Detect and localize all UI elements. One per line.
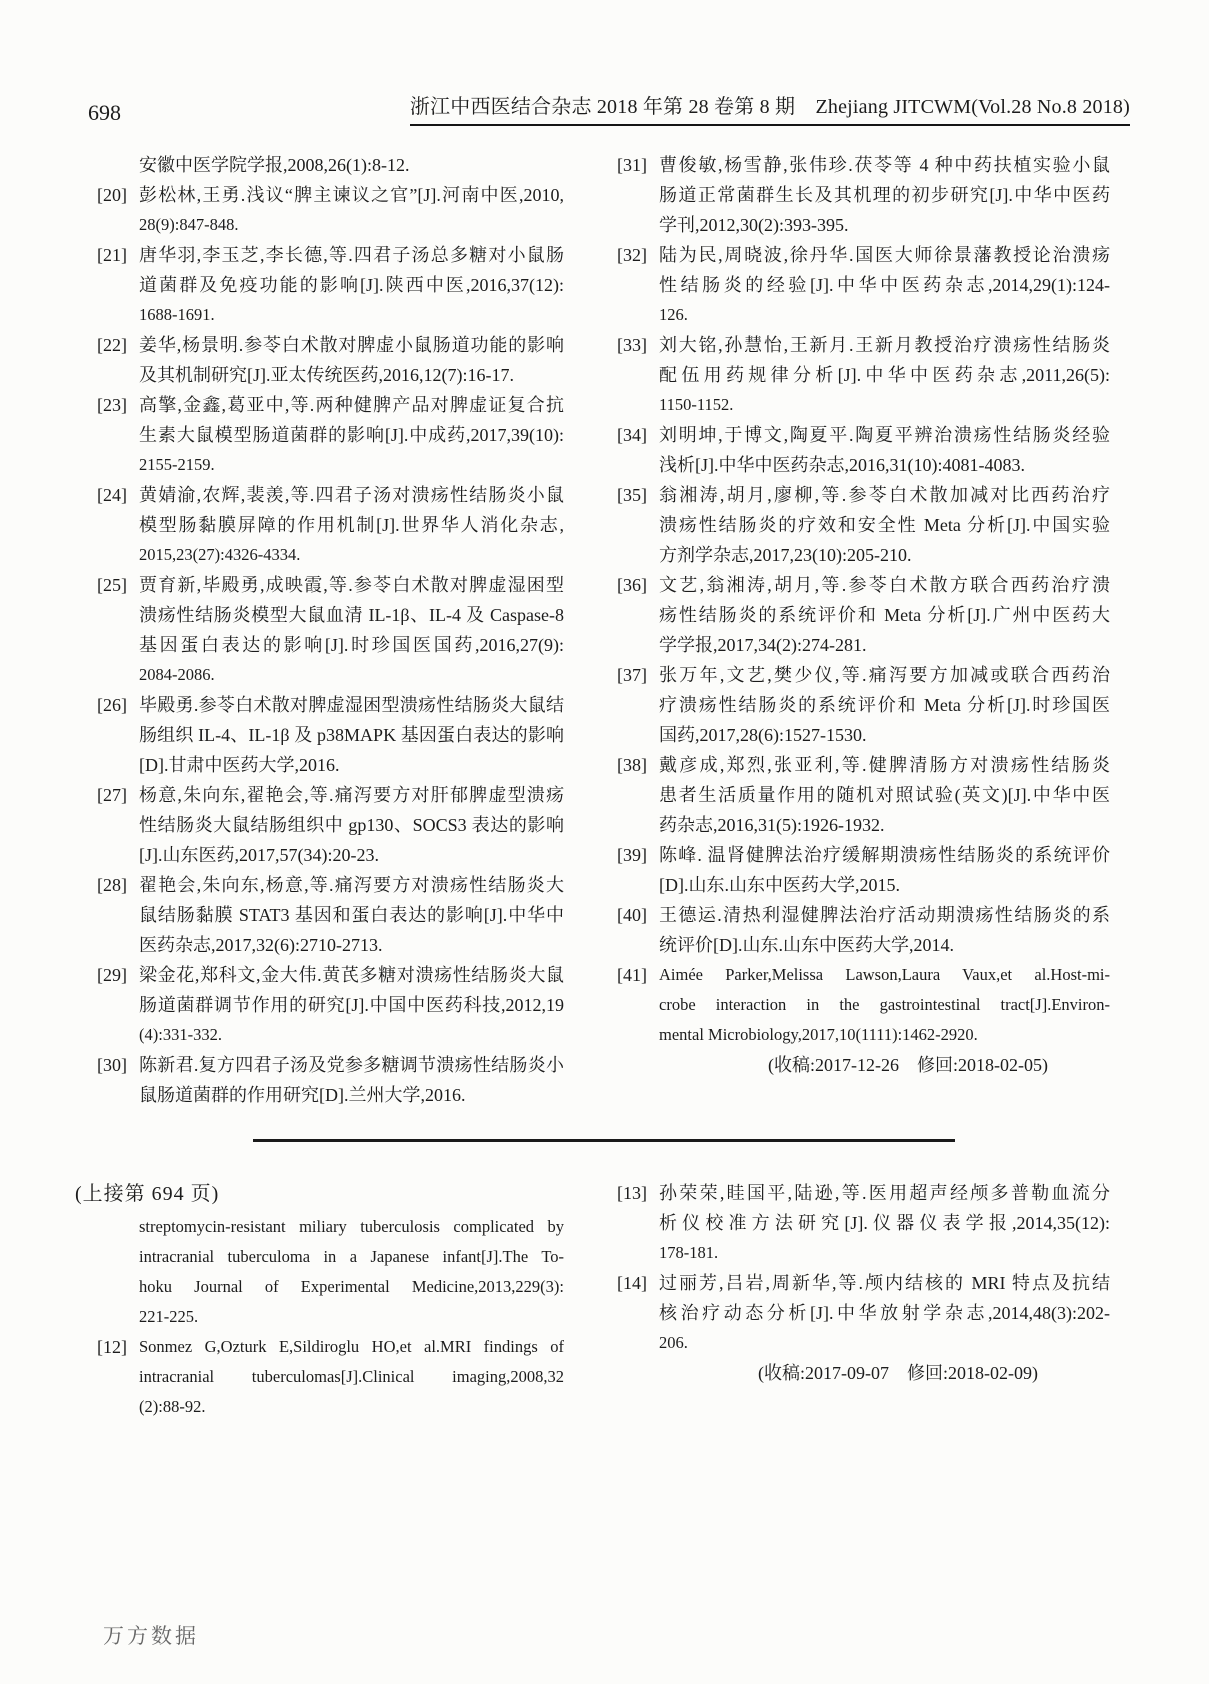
reference-entry [97, 180, 564, 240]
wanfang-data-watermark: 万方数据 [103, 1624, 199, 1648]
continued-right-list [617, 1178, 1110, 1358]
reference-entry [97, 780, 564, 870]
reference-line: 戴彦成,郑烈,张亚利,等.健脾清肠方对溃疡性结肠炎 [659, 755, 1110, 775]
reference-number [97, 150, 139, 180]
reference-entry [617, 570, 1110, 660]
reference-line: 2084-2086. [139, 665, 215, 684]
continued-from-page-label: (上接第 694 页) [75, 1183, 220, 1205]
reference-text [139, 240, 564, 330]
reference-text [659, 570, 1110, 660]
reference-number: [26] [97, 695, 127, 715]
reference-line: 统评价[D].山东.山东中医药大学,2014. [659, 935, 954, 955]
reference-line: Aimée Parker,Melissa Lawson,Laura Vaux,et al.Host-mi- [659, 965, 1110, 984]
reference-number: [27] [97, 785, 127, 805]
reference-entry [617, 420, 1110, 480]
reference-entry [97, 150, 564, 180]
reference-entry [617, 750, 1110, 840]
reference-line: 鼠肠道菌群的作用研究[D].兰州大学,2016. [139, 1085, 466, 1105]
reference-entry [617, 840, 1110, 900]
reference-number: [20] [97, 185, 127, 205]
journal-header-title: 浙江中西医结合杂志 2018 年第 28 卷第 8 期 Zhejiang JITCWM(Vol.28 No.8 2018) [410, 94, 1130, 126]
reference-text [659, 960, 1110, 1050]
reference-number: [35] [617, 485, 647, 505]
reference-line: 28(9):847-848. [139, 215, 239, 234]
reference-number: [34] [617, 425, 647, 445]
references-right-list [617, 150, 1110, 1050]
reference-line: 178-181. [659, 1243, 719, 1262]
reference-text [139, 960, 564, 1050]
reference-number: [28] [97, 875, 127, 895]
reference-text [659, 240, 1110, 330]
reference-entry [97, 690, 564, 780]
reference-number: [36] [617, 575, 647, 595]
page-header [88, 94, 1130, 126]
reference-text [659, 330, 1110, 420]
continued-right-column [617, 1178, 1110, 1422]
reference-text [139, 570, 564, 690]
reference-line: 疗溃疡性结肠炎的系统评价和 Meta 分析[J].时珍国医 [659, 695, 1110, 715]
references-left-column [97, 150, 564, 1110]
reference-entry [617, 1178, 1110, 1268]
reference-number: [38] [617, 755, 647, 775]
reference-line: 安徽中医学院学报,2008,26(1):8-12. [139, 155, 410, 175]
reference-line: 配伍用药规律分析[J].中华中医药杂志,2011,26(5): [659, 365, 1110, 385]
reference-text [139, 150, 564, 180]
reference-line: 1688-1691. [139, 305, 215, 324]
reference-line: hoku Journal of Experimental Medicine,2013,229(3): [139, 1277, 564, 1296]
reference-line: 2015,23(27):4326-4334. [139, 545, 301, 564]
reference-line: 生素大鼠模型肠道菌群的影响[J].中成药,2017,39(10): [139, 425, 564, 445]
reference-number [97, 1212, 139, 1332]
reference-number: [25] [97, 575, 127, 595]
reference-number: [39] [617, 845, 647, 865]
reference-number: [12] [97, 1337, 127, 1357]
reference-number: [13] [617, 1183, 647, 1203]
reference-text [139, 690, 564, 780]
reference-text [139, 330, 564, 390]
reference-number: [14] [617, 1273, 647, 1293]
reference-line: 彭松林,王勇.浅议“脾主谏议之官”[J].河南中医,2010, [139, 185, 564, 205]
reference-text [659, 750, 1110, 840]
reference-line: 基因蛋白表达的影响[J].时珍国医国药,2016,27(9): [139, 635, 564, 655]
reference-entry [617, 240, 1110, 330]
reference-entry [97, 240, 564, 330]
reference-line: 126. [659, 305, 688, 324]
reference-text [659, 840, 1110, 900]
reference-text [139, 480, 564, 570]
reference-entry [617, 960, 1110, 1050]
reference-line: 221-225. [139, 1307, 199, 1326]
reference-line: 药杂志,2016,31(5):1926-1932. [659, 815, 885, 835]
reference-text [659, 900, 1110, 960]
reference-line: 孙荣荣,眭国平,陆逊,等.医用超声经颅多普勒血流分 [659, 1183, 1110, 1203]
reference-line: 唐华羽,李玉芝,李长德,等.四君子汤总多糖对小鼠肠 [139, 245, 564, 265]
reference-line: 1150-1152. [659, 395, 734, 414]
reference-number: [29] [97, 965, 127, 985]
reference-line: 性结肠炎大鼠结肠组织中 gp130、SOCS3 表达的影响 [139, 815, 564, 835]
continued-left-list [97, 1212, 564, 1422]
reference-entry [617, 330, 1110, 420]
reference-line: 翟艳会,朱向东,杨意,等.痛泻要方对溃疡性结肠炎大 [139, 875, 564, 895]
reference-line: 学学报,2017,34(2):274-281. [659, 635, 867, 655]
reference-line: 医药杂志,2017,32(6):2710-2713. [139, 935, 383, 955]
reference-number: [30] [97, 1055, 127, 1075]
continued-left-column [75, 1178, 564, 1422]
received-revised-note: (收稿:2017-12-26 修回:2018-02-05) [768, 1055, 1048, 1075]
reference-number: [37] [617, 665, 647, 685]
reference-entry [97, 1050, 564, 1110]
reference-line: 方剂学杂志,2017,23(10):205-210. [659, 545, 912, 565]
reference-entry [97, 1332, 564, 1422]
reference-line: 浅析[J].中华中医药杂志,2016,31(10):4081-4083. [659, 455, 1025, 475]
reference-number: [22] [97, 335, 127, 355]
reference-line: 核治疗动态分析[J].中华放射学杂志,2014,48(3):202- [659, 1303, 1110, 1323]
reference-line: 姜华,杨景明.参苓白术散对脾虚小鼠肠道功能的影响 [139, 335, 564, 355]
reference-line: 性结肠炎的经验[J].中华中医药杂志,2014,29(1):124- [659, 275, 1110, 295]
reference-text [139, 180, 564, 240]
reference-text [139, 1212, 564, 1332]
reference-line: 过丽芳,吕岩,周新华,等.颅内结核的 MRI 特点及抗结 [659, 1273, 1110, 1293]
reference-text [139, 870, 564, 960]
reference-text [659, 1178, 1110, 1268]
reference-line: 王德运.清热利湿健脾法治疗活动期溃疡性结肠炎的系 [659, 905, 1110, 925]
reference-entry [97, 390, 564, 480]
reference-entry [617, 660, 1110, 750]
reference-number: [21] [97, 245, 127, 265]
reference-line: 刘大铭,孙慧怡,王新月.王新月教授治疗溃疡性结肠炎 [659, 335, 1110, 355]
references-left-list [97, 150, 564, 1110]
reference-line: 陈峰. 温肾健脾法治疗缓解期溃疡性结肠炎的系统评价 [659, 845, 1110, 865]
reference-number: [24] [97, 485, 127, 505]
reference-entry [97, 960, 564, 1050]
reference-line: 贾育新,毕殿勇,成映霞,等.参苓白术散对脾虚湿困型 [139, 575, 564, 595]
reference-entry [617, 1268, 1110, 1358]
reference-text [139, 780, 564, 870]
reference-line: 陆为民,周晓波,徐丹华.国医大师徐景藩教授论治溃疡 [659, 245, 1110, 265]
reference-number: [40] [617, 905, 647, 925]
reference-line: crobe interaction in the gastrointestinal tract[J].Environ- [659, 995, 1110, 1014]
reference-line: 及其机制研究[J].亚太传统医药,2016,12(7):16-17. [139, 365, 514, 385]
reference-entry [97, 570, 564, 690]
reference-line: 肠道正常菌群生长及其机理的初步研究[J].中华中医药 [659, 185, 1110, 205]
reference-line: (4):331-332. [139, 1025, 222, 1044]
continued-section [75, 1178, 1110, 1422]
reference-text [659, 660, 1110, 750]
reference-line: intracranial tuberculomas[J].Clinical imaging,2008,32 [139, 1367, 564, 1386]
reference-line: [D].山东.山东中医药大学,2015. [659, 875, 900, 895]
reference-text [139, 390, 564, 480]
received-revised-note-2: (收稿:2017-09-07 修回:2018-02-09) [758, 1363, 1038, 1383]
reference-line: [J].山东医药,2017,57(34):20-23. [139, 845, 379, 865]
reference-line: 鼠结肠黏膜 STAT3 基因和蛋白表达的影响[J].中华中 [139, 905, 564, 925]
reference-line: streptomycin-resistant miliary tuberculosis complicated by [139, 1217, 564, 1236]
reference-line: 陈新君.复方四君子汤及党参多糖调节溃疡性结肠炎小 [139, 1055, 564, 1075]
reference-number: [23] [97, 395, 127, 415]
reference-line: (2):88-92. [139, 1397, 206, 1416]
reference-number: [41] [617, 965, 647, 985]
reference-entry [97, 330, 564, 390]
reference-text [659, 1268, 1110, 1358]
reference-line: 疡性结肠炎的系统评价和 Meta 分析[J].广州中医药大 [659, 605, 1110, 625]
reference-text [659, 420, 1110, 480]
references-right-column [617, 150, 1110, 1110]
reference-entry [617, 480, 1110, 570]
reference-line: Sonmez G,Ozturk E,Sildiroglu HO,et al.MRI findings of [139, 1337, 564, 1356]
references-section [97, 150, 1110, 1110]
reference-line: 析仪校准方法研究[J].仪器仪表学报,2014,35(12): [659, 1213, 1110, 1233]
reference-line: intracranial tuberculoma in a Japanese infant[J].The To- [139, 1247, 564, 1266]
reference-number: [31] [617, 155, 647, 175]
reference-line: 肠道菌群调节作用的研究[J].中国中医药科技,2012,19 [139, 995, 564, 1015]
reference-number: [32] [617, 245, 647, 265]
reference-line: 溃疡性结肠炎模型大鼠血清 IL-1β、IL-4 及 Caspase-8 [139, 605, 564, 625]
reference-line: 曹俊敏,杨雪静,张伟珍.茯苓等 4 种中药扶植实验小鼠 [659, 155, 1110, 175]
reference-line: 高擎,金鑫,葛亚中,等.两种健脾产品对脾虚证复合抗 [139, 395, 564, 415]
reference-text [659, 150, 1110, 240]
reference-line: 学刊,2012,30(2):393-395. [659, 215, 849, 235]
reference-line: 文艺,翁湘涛,胡月,等.参苓白术散方联合西药治疗溃 [659, 575, 1110, 595]
reference-line: 张万年,文艺,樊少仪,等.痛泻要方加减或联合西药治 [659, 665, 1110, 685]
reference-entry [97, 1212, 564, 1332]
reference-line: 模型肠黏膜屏障的作用机制[J].世界华人消化杂志, [139, 515, 564, 535]
reference-line: [D].甘肃中医药大学,2016. [139, 755, 340, 775]
reference-line: 溃疡性结肠炎的疗效和安全性 Meta 分析[J].中国实验 [659, 515, 1110, 535]
reference-text [139, 1332, 564, 1422]
reference-entry [97, 870, 564, 960]
page-number: 698 [88, 100, 121, 125]
reference-line: 2155-2159. [139, 455, 215, 474]
reference-entry [617, 900, 1110, 960]
reference-line: 刘明坤,于博文,陶夏平.陶夏平辨治溃疡性结肠炎经验 [659, 425, 1110, 445]
reference-line: 翁湘涛,胡月,廖柳,等.参苓白术散加减对比西药治疗 [659, 485, 1110, 505]
reference-entry [97, 480, 564, 570]
reference-line: 国药,2017,28(6):1527-1530. [659, 725, 867, 745]
section-divider-rule [253, 1139, 955, 1142]
reference-line: mental Microbiology,2017,10(1111):1462-2920. [659, 1025, 978, 1044]
reference-line: 杨意,朱向东,翟艳会,等.痛泻要方对肝郁脾虚型溃疡 [139, 785, 564, 805]
reference-line: 梁金花,郑科文,金大伟.黄芪多糖对溃疡性结肠炎大鼠 [139, 965, 564, 985]
reference-entry [617, 150, 1110, 240]
reference-number: [33] [617, 335, 647, 355]
reference-line: 道菌群及免疫功能的影响[J].陕西中医,2016,37(12): [139, 275, 564, 295]
reference-line: 患者生活质量作用的随机对照试验(英文)[J].中华中医 [659, 785, 1110, 805]
reference-line: 毕殿勇.参苓白术散对脾虚湿困型溃疡性结肠炎大鼠结 [139, 695, 564, 715]
reference-text [659, 480, 1110, 570]
reference-text [139, 1050, 564, 1110]
reference-line: 肠组织 IL-4、IL-1β 及 p38MAPK 基因蛋白表达的影响 [139, 725, 564, 745]
reference-line: 206. [659, 1333, 688, 1352]
reference-line: 黄婧渝,农辉,裴羡,等.四君子汤对溃疡性结肠炎小鼠 [139, 485, 564, 505]
